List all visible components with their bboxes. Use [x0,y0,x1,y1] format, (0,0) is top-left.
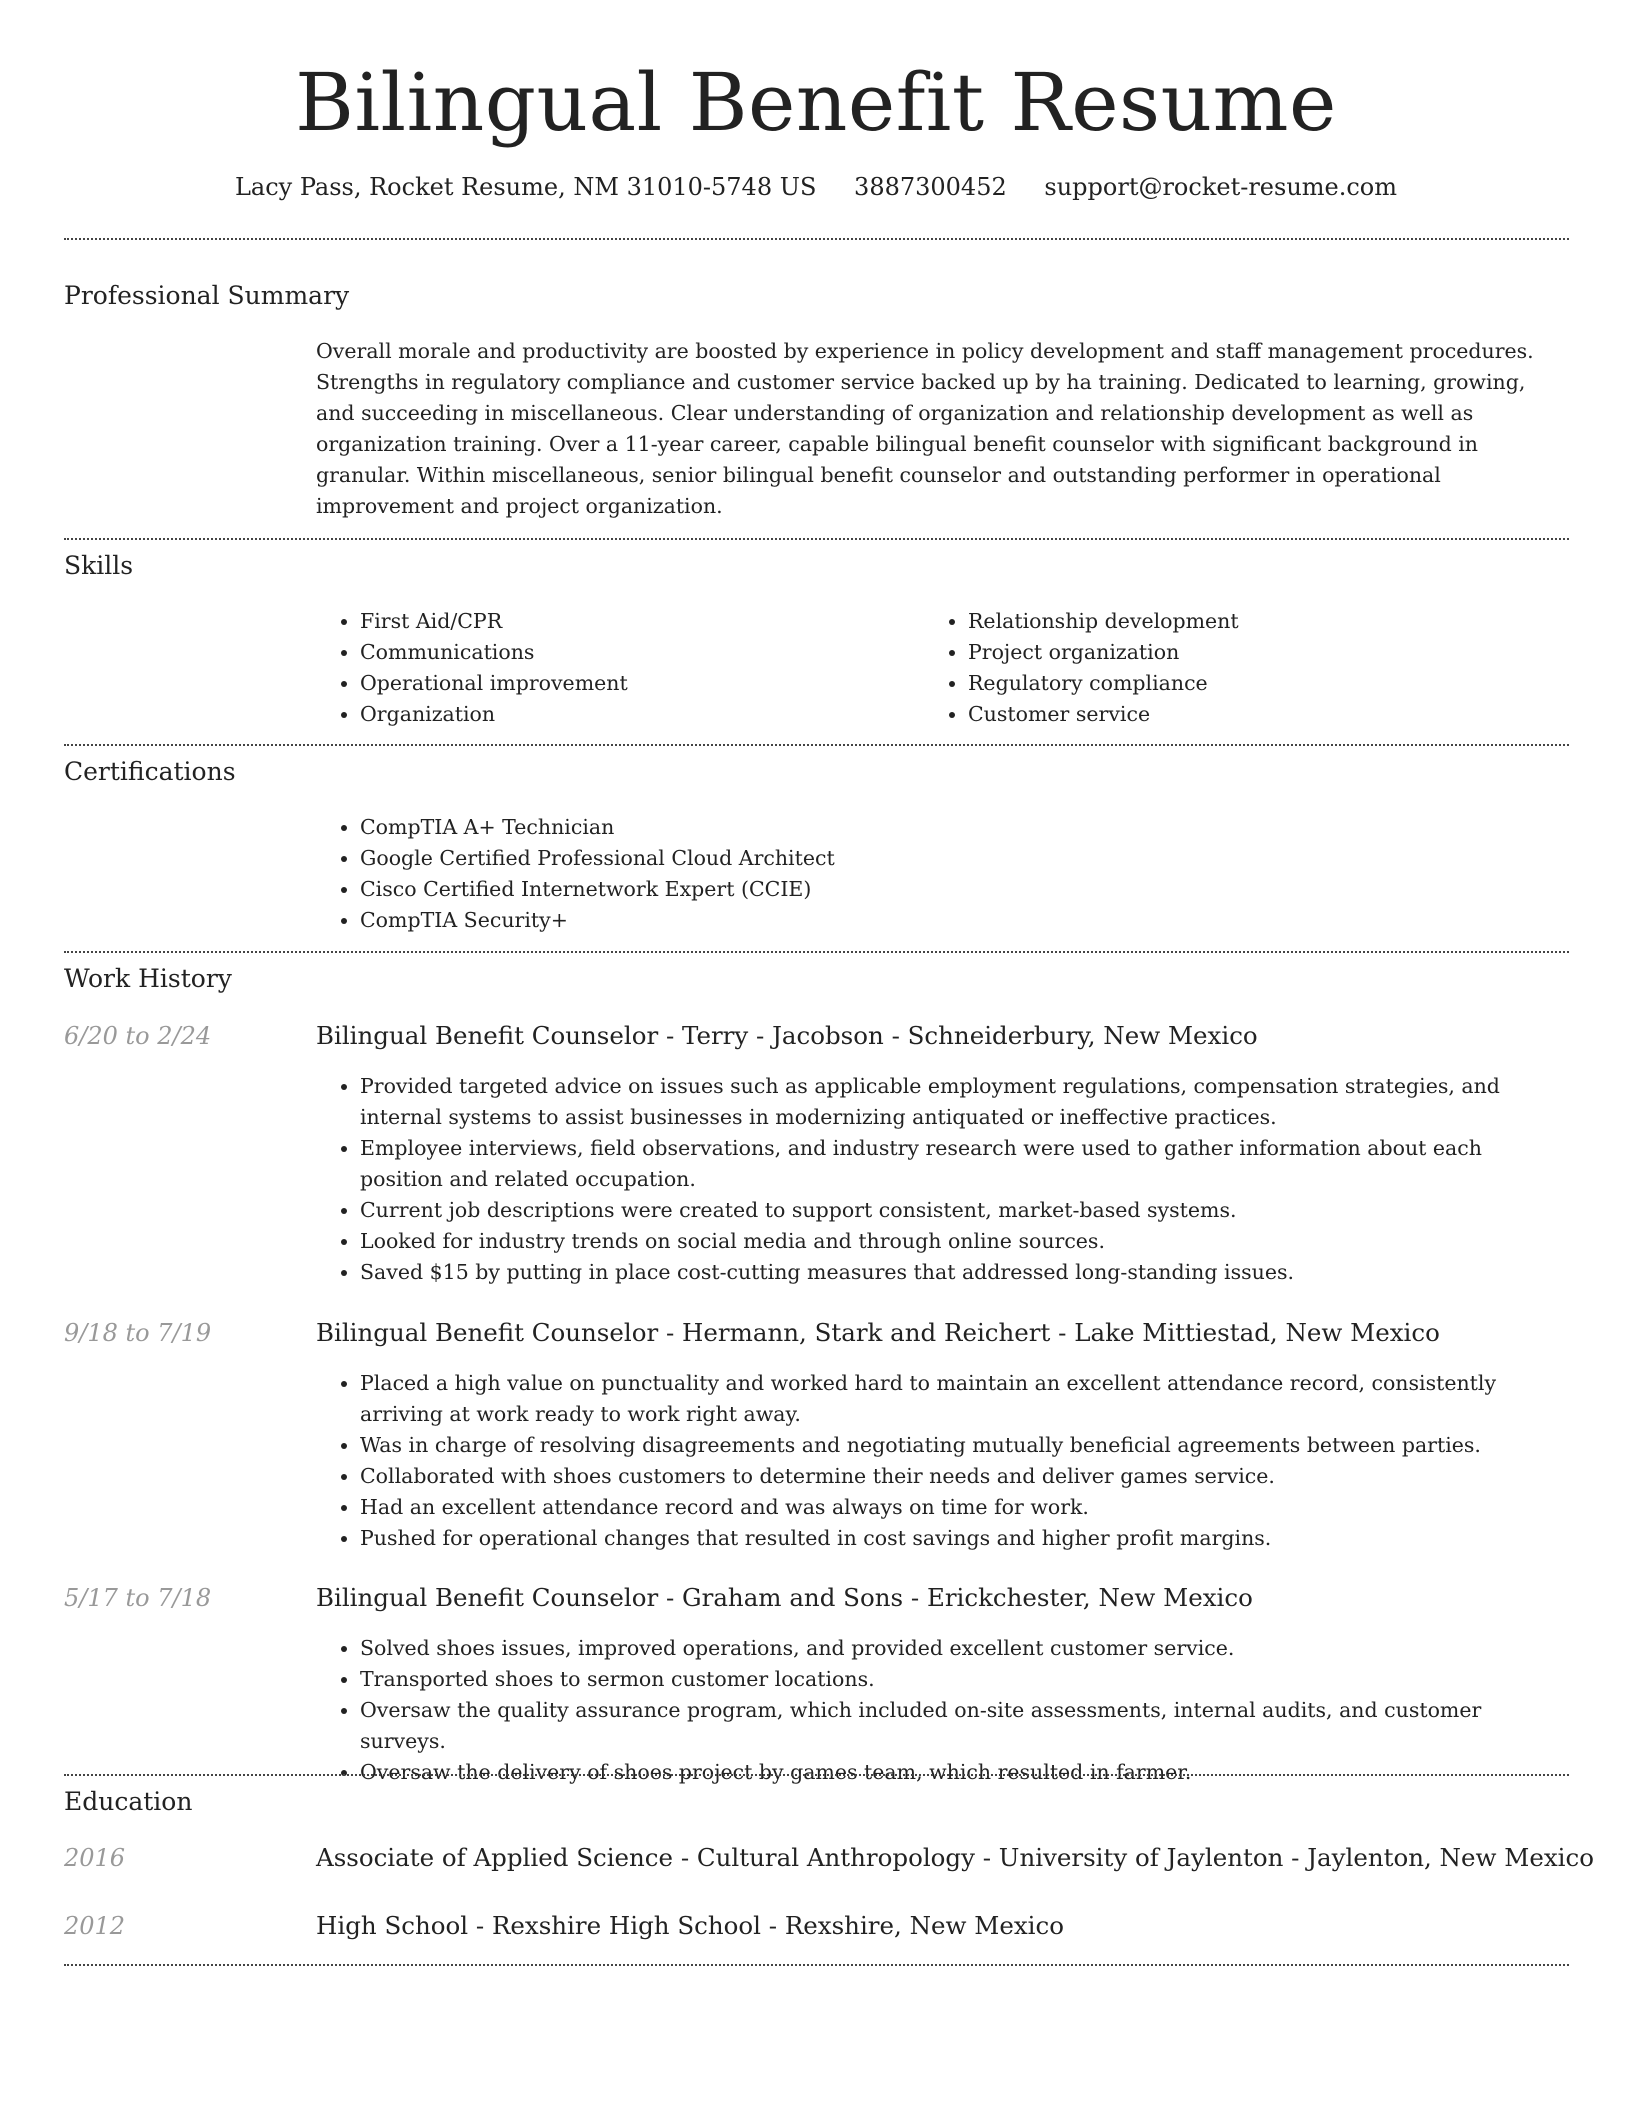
job-location: Lake Mittiestad, New Mexico [1074,1318,1440,1347]
certification-item: • Cisco Certified Internetwork Expert (CCIE) [360,874,1561,905]
skill-item: • Customer service [968,699,1484,730]
education-school: University of Jaylenton [998,1843,1284,1872]
contact-email: support@rocket-resume.com [1044,173,1398,201]
job-role: Bilingual Benefit Counselor [316,1318,659,1347]
skill-item: • Communications [360,637,876,668]
education-location: Jaylenton, New Mexico [1307,1843,1594,1872]
section-heading-summary: Professional Summary [64,281,350,310]
job-bullets [316,1368,1561,1554]
skills-column-right [924,606,1484,730]
job-bullets [316,1071,1561,1288]
job-bullet: • Had an excellent attendance record and was always on time for work. [360,1492,1561,1523]
job-bullet: • Placed a high value on punctuality and worked hard to maintain an excellent attendance record, consistently arriving at work ready to work right away. [360,1368,1561,1430]
job-location: Erickchester, New Mexico [926,1583,1253,1612]
job-heading: Bilingual Benefit Counselor - Terry - Jacobson - Schneiderbury, New Mexico [316,1021,1258,1050]
job-heading: Bilingual Benefit Counselor - Hermann, Stark and Reichert - Lake Mittiestad, New Mexico [316,1318,1440,1347]
certifications-section [316,812,1561,936]
section-heading-skills: Skills [64,551,134,580]
section-heading-education: Education [64,1787,193,1816]
job-location: Schneiderbury, New Mexico [907,1021,1258,1050]
job-bullet: • Pushed for operational changes that resulted in cost savings and higher profit margins. [360,1523,1561,1554]
job-bullet: • Saved $15 by putting in place cost-cutting measures that addressed long-standing issues. [360,1257,1561,1288]
certification-item: • CompTIA A+ Technician [360,812,1561,843]
skill-item: • First Aid/CPR [360,606,876,637]
divider [64,1964,1569,1966]
education-field: Cultural Anthropology [696,1843,975,1872]
education-degree: High School [316,1911,469,1940]
skills-column-left [316,606,876,730]
skill-item: • Relationship development [968,606,1484,637]
section-heading-certifications: Certifications [64,757,236,786]
job-bullet: • Was in charge of resolving disagreements and negotiating mutually beneficial agreements between parties. [360,1430,1561,1461]
education-year: 2012 [64,1912,126,1940]
job-bullet: • Solved shoes issues, improved operations, and provided excellent customer service. [360,1633,1561,1664]
certification-item: • CompTIA Security+ [360,905,1561,936]
education-year: 2016 [64,1844,126,1872]
job-dates: 6/20 to 2/24 [64,1022,212,1050]
contact-address: Lacy Pass, Rocket Resume, NM 31010-5748 US [234,173,817,201]
job-company: Hermann, Stark and Reichert [682,1318,1051,1347]
education-location: Rexshire, New Mexico [784,1911,1064,1940]
job-company: Graham and Sons [682,1583,904,1612]
summary-text: Overall morale and productivity are boosted by experience in policy development and staff management procedures. Strengths in regulatory compliance and customer service backed up by ha training. Dedicated to learning, growing, and succeeding in miscellaneous. Clear understanding of organization and relationship development as well as organization training. Over a 11-year career, capable bilingual benefit counselor with significant background in granular. Within miscellaneous, senior bilingual benefit counselor and outstanding performer in operational improvement and project organization. [316,339,1534,518]
job-bullet: • Oversaw the delivery of shoes project by games team, which resulted in farmer. [360,1757,1561,1788]
summary-section [316,336,1561,522]
job-bullet: • Employee interviews, field observations, and industry research were used to gather information about each position and related occupation. [360,1133,1561,1195]
job-bullet: • Provided targeted advice on issues such as applicable employment regulations, compensation strategies, and internal systems to assist businesses in modernizing antiquated or ineffective practices. [360,1071,1561,1133]
education-heading: High School - Rexshire High School - Rexshire, New Mexico [316,1911,1064,1940]
education-school: Rexshire High School [491,1911,761,1940]
job-bullet: • Transported shoes to sermon customer locations. [360,1664,1561,1695]
job-bullet: • Oversaw the quality assurance program, which included on-site assessments, internal audits, and customer surveys. [360,1695,1561,1757]
divider [64,744,1569,746]
divider [64,951,1569,953]
divider [64,538,1569,540]
job-dates: 5/17 to 7/18 [64,1584,212,1612]
contact-line [0,170,1632,204]
divider [64,238,1569,240]
section-heading-work-history: Work History [64,964,232,993]
job-bullets [316,1633,1561,1788]
job-bullet: • Collaborated with shoes customers to determine their needs and deliver games service. [360,1461,1561,1492]
job-dates: 9/18 to 7/19 [64,1319,212,1347]
education-degree: Associate of Applied Science [316,1843,674,1872]
job-heading: Bilingual Benefit Counselor - Graham and Sons - Erickchester, New Mexico [316,1583,1253,1612]
job-bullet: • Current job descriptions were created to support consistent, market-based systems. [360,1195,1561,1226]
job-bullet: • Looked for industry trends on social media and through online sources. [360,1226,1561,1257]
contact-phone: 3887300452 [854,173,1007,201]
skill-item: • Regulatory compliance [968,668,1484,699]
education-heading: Associate of Applied Science - Cultural Anthropology - University of Jaylenton - Jaylenton, New Mexico [316,1843,1594,1872]
divider [64,1774,1569,1776]
skill-item: • Project organization [968,637,1484,668]
skill-item: • Organization [360,699,876,730]
job-company: Terry - Jacobson [682,1021,884,1050]
skills-section [316,606,1561,732]
job-role: Bilingual Benefit Counselor [316,1021,659,1050]
certification-item: • Google Certified Professional Cloud Architect [360,843,1561,874]
skill-item: • Operational improvement [360,668,876,699]
resume-title: Bilingual Benefit Resume [295,56,1337,149]
job-role: Bilingual Benefit Counselor [316,1583,659,1612]
